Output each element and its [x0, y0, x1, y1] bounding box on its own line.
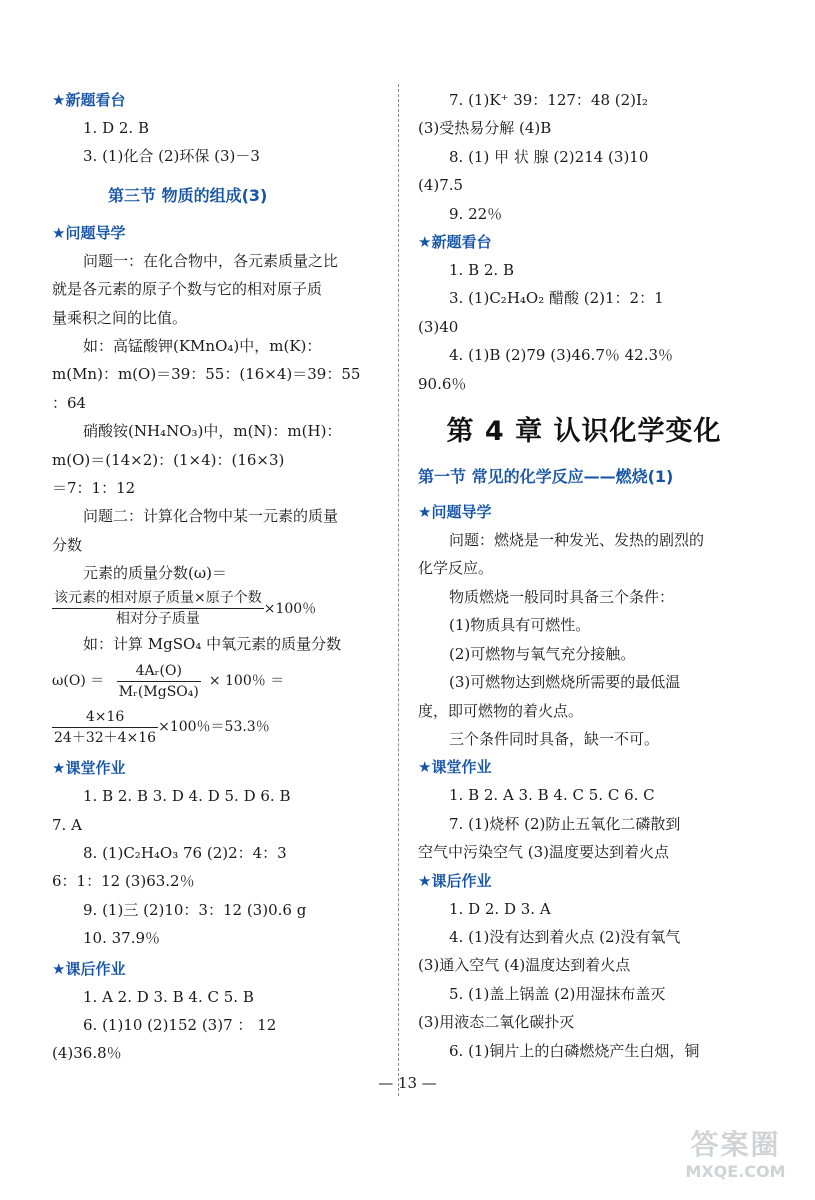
star-icon: ★	[52, 759, 66, 778]
text-line: 量乘积之间的比值。	[52, 308, 188, 327]
formula-result: $\frac{4\times 16}{24+32+4\times 16}$ ×100％＝53.3％	[54, 708, 270, 746]
text-line: 化学反应。	[418, 559, 494, 578]
answer-line: 1. D 2. B	[83, 119, 149, 137]
text-line: (3)可燃物达到燃烧所需要的最低温	[449, 673, 681, 692]
text-line: 问题二：计算化合物中某一元素的质量	[83, 507, 339, 526]
heading-classwork: ★课堂作业	[418, 758, 492, 777]
star-icon: ★	[52, 959, 66, 978]
star-icon: ★	[418, 871, 432, 890]
heading-homework: ★课后作业	[52, 959, 126, 978]
section-title: 第一节 常见的化学反应——燃烧(1)	[418, 467, 674, 487]
text-line: 如：计算 MgSO₄ 中氧元素的质量分数	[83, 634, 342, 653]
text-line: ＝7：1：12	[52, 479, 136, 498]
answer-line: 空气中污染空气 (3)温度要达到着火点	[418, 843, 670, 862]
answer-line: 1. B 2. A 3. B 4. C 5. C 6. C	[449, 786, 655, 805]
answer-line: 3. (1)C₂H₄O₂ 醋酸 (2)1：2：1	[449, 289, 664, 308]
fraction-denominator: 24＋32＋4×16	[54, 729, 157, 746]
answer-line: (4)7.5	[418, 176, 464, 195]
text-line: 分数	[52, 535, 83, 554]
star-icon: ★	[52, 91, 66, 109]
chapter-title: 第 4 章 认识化学变化	[446, 416, 722, 448]
text-line: 三个条件同时具备，缺一不可。	[449, 729, 660, 748]
answer-line: 9. (1)三 (2)10：3：12 (3)0.6 g	[83, 900, 307, 919]
heading-classwork: ★课堂作业	[52, 759, 126, 778]
star-icon: ★	[418, 758, 432, 777]
fraction-numerator: 4Aᵣ(O)	[117, 661, 201, 682]
column-divider	[398, 84, 399, 1096]
heading-guided-questions: ★问题导学	[52, 223, 126, 242]
text-line: 就是各元素的原子个数与它的相对原子质	[52, 280, 323, 299]
fraction-numerator: 该元素的相对原子质量×原子个数	[52, 588, 264, 609]
text-line: 度，即可燃物的着火点。	[418, 701, 584, 720]
text-line: m(Mn)：m(O)＝39：55：(16×4)＝39：55	[52, 365, 361, 384]
text-line: 物质燃烧一般同时具备三个条件：	[449, 587, 675, 606]
text-line: (2)可燃物与氧气充分接触。	[449, 644, 636, 663]
heading-guided-questions: ★问题导学	[418, 503, 492, 522]
watermark-logo	[668, 1128, 803, 1192]
text-line: 硝酸铵(NH₄NO₃)中，m(N)：m(H)：	[83, 422, 342, 441]
answer-line: 1. D 2. D 3. A	[449, 899, 551, 918]
answer-line: (4)36.8％	[52, 1044, 122, 1063]
answer-line: 10. 37.9％	[83, 929, 161, 948]
answer-line: 4. (1)没有达到着火点 (2)没有氧气	[449, 927, 681, 946]
answer-line: 8. (1) 甲 状 腺 (2)214 (3)10	[449, 147, 649, 166]
fraction-numerator: 4×16	[52, 707, 158, 728]
heading-new-questions: ★新题看台	[418, 233, 492, 252]
answer-line: 6. (1)10 (2)152 (3)7 ： 12	[83, 1015, 277, 1034]
heading-new-questions: ★新题看台	[52, 91, 126, 109]
watermark-bottom: MXQE.COM	[685, 1162, 786, 1181]
right-column	[418, 86, 750, 1065]
answer-line: 3. (1)化合 (2)环保 (3)－3	[83, 147, 260, 166]
answer-line: (3)通入空气 (4)温度达到着火点	[418, 956, 631, 975]
answer-line: (3)用液态二氧化碳扑灭	[418, 1013, 575, 1032]
answer-line: 6. (1)铜片上的白磷燃烧产生白烟，铜	[449, 1041, 700, 1060]
answer-line: 7. A	[52, 815, 82, 834]
heading-homework: ★课后作业	[418, 871, 492, 890]
answer-line: 4. (1)B (2)79 (3)46.7％ 42.3％	[449, 346, 674, 365]
fraction-denominator: Mᵣ(MgSO₄)	[118, 683, 199, 700]
text-line: m(O)＝(14×2)：(1×4)：(16×3)	[52, 450, 285, 469]
answer-line: 7. (1)K⁺ 39：127：48 (2)I₂	[449, 91, 648, 109]
text-line: 如：高锰酸钾(KMnO₄)中，m(K)：	[83, 337, 322, 356]
answer-line: 1. A 2. D 3. B 4. C 5. B	[83, 987, 254, 1006]
answer-line: (3)40	[418, 317, 459, 336]
page-number: — 13 —	[378, 1074, 437, 1092]
watermark-top: 答案圈	[690, 1128, 781, 1161]
answer-line: 6：1：12 (3)63.2％	[52, 872, 195, 891]
answer-line: 5. (1)盖上锅盖 (2)用湿抹布盖灭	[449, 984, 666, 1003]
text-line: 问题一：在化合物中，各元素质量之比	[83, 251, 339, 270]
section-title: 第三节 物质的组成(3)	[108, 185, 268, 205]
text-line: (1)物质具有可燃性。	[449, 616, 591, 635]
star-icon: ★	[418, 233, 432, 252]
answer-line: 8. (1)C₂H₄O₃ 76 (2)2：4：3	[83, 843, 287, 862]
star-icon: ★	[418, 503, 432, 522]
answer-line: 7. (1)烧杯 (2)防止五氧化二磷散到	[449, 814, 681, 833]
text-line: 问题：燃烧是一种发光、发热的剧烈的	[449, 531, 705, 550]
left-column	[52, 86, 370, 1068]
star-icon: ★	[52, 223, 66, 242]
answer-line: 1. B 2. B	[449, 261, 514, 280]
formula-oxygen: ω(O) ＝ $\frac{\text{4Aᵣ(O)}}{\text{Mᵣ(MgSO₄)}}$ × 100％ ＝	[52, 662, 285, 700]
answer-line: 9. 22％	[449, 204, 503, 223]
fraction-denominator: 相对分子质量	[115, 611, 200, 628]
text-line: ：64	[52, 393, 87, 412]
answer-line: (3)受热易分解 (4)B	[418, 119, 552, 138]
formula-mass-fraction: $\frac{\text{该元素的相对原子质量×原子个数}}{\text{相对分子质量}}$ ×100％	[54, 590, 317, 628]
answer-line: 90.6％	[418, 374, 467, 393]
text-line: 元素的质量分数(ω)＝	[83, 564, 227, 583]
answer-line: 1. B 2. B 3. D 4. D 5. D 6. B	[83, 787, 291, 806]
